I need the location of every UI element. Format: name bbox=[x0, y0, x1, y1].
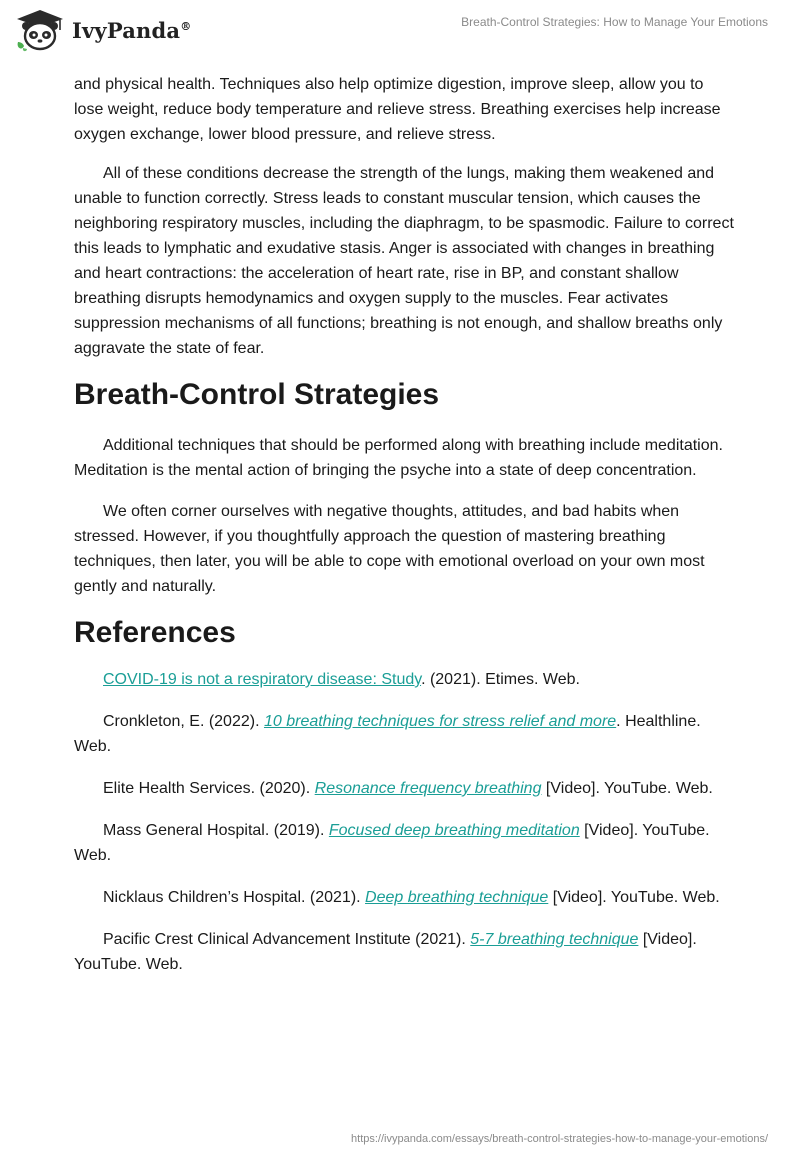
reference-text: Mass General Hospital. (2019). bbox=[103, 822, 329, 839]
references-heading: References bbox=[74, 616, 236, 649]
paragraph: All of these conditions decrease the strength of the lungs, making them weakened and unable to function correctly. Stress leads to constant muscular tension, which causes the neighboring respiratory muscles, including the diaphragm, to be spasmodic. Failure to correct this leads to lymphatic and exudative stasis. Anger is associated with changes in breathing and heart contractions: the acceleration of heart rate, rise in BP, and constant shallow breathing disrupts hemodynamics and oxygen supply to the muscles. Fear activates suppression mechanisms of all functions; breathing is not enough, and shallow breaths only aggravate the state of fear. bbox=[74, 165, 734, 357]
reference-item bbox=[74, 818, 734, 868]
reference-link[interactable]: 5-7 breathing technique bbox=[470, 931, 639, 948]
paragraph: We often corner ourselves with negative thoughts, attitudes, and bad habits when stressed. However, if you thoughtfully approach the question of mastering breathing techniques, then later, you will be able to cope with emotional overload on your own most gently and naturally. bbox=[74, 503, 705, 595]
reference-text: Cronkleton, E. (2022). bbox=[103, 713, 264, 730]
running-title: Breath-Control Strategies: How to Manage Your Emotions bbox=[461, 15, 768, 29]
panda-graduate-icon bbox=[14, 8, 66, 52]
reference-link[interactable]: Focused deep breathing meditation bbox=[328, 822, 580, 839]
page-header bbox=[0, 0, 800, 62]
reference-text: Pacific Crest Clinical Advancement Institute (2021). bbox=[103, 931, 471, 948]
reference-text: . Healthline. Web. bbox=[74, 713, 701, 755]
ivypanda-logo[interactable] bbox=[14, 8, 191, 52]
reference-item bbox=[74, 927, 734, 977]
essay-content bbox=[74, 72, 734, 994]
section-heading-breath-control: Breath-Control Strategies bbox=[74, 378, 440, 411]
reference-text: [Video]. YouTube. Web. bbox=[541, 780, 713, 797]
reference-item bbox=[74, 885, 734, 910]
logo-wordmark: IvyPanda® bbox=[72, 17, 192, 43]
reference-text: Elite Health Services. (2020). bbox=[103, 780, 315, 797]
reference-link[interactable]: Deep breathing technique bbox=[365, 889, 549, 906]
reference-text: [Video]. YouTube. Web. bbox=[74, 822, 710, 864]
reference-text: [Video]. YouTube. Web. bbox=[74, 931, 697, 973]
reference-link[interactable]: 10 breathing techniques for stress relief and more bbox=[263, 713, 617, 730]
reference-link[interactable]: Resonance frequency breathing bbox=[314, 780, 542, 797]
reference-item bbox=[74, 776, 734, 801]
reference-item bbox=[74, 709, 734, 759]
paragraph: Additional techniques that should be performed along with breathing include meditation. Meditation is the mental action of bringing the psyche into a state of deep concentration. bbox=[74, 437, 723, 479]
reference-text: [Video]. YouTube. Web. bbox=[548, 889, 720, 906]
reference-link[interactable]: COVID-19 is not a respiratory disease: Study bbox=[103, 671, 422, 688]
reference-text: . (2021). Etimes. Web. bbox=[421, 671, 580, 688]
paragraph-continued: and physical health. Techniques also help optimize digestion, improve sleep, allow you to lose weight, reduce body temperature and relieve stress. Breathing exercises help increase oxygen exchange, lower blood pressure, and relieve stress. bbox=[74, 76, 721, 143]
reference-item bbox=[74, 667, 734, 692]
reference-text: Nicklaus Children’s Hospital. (2021). bbox=[103, 889, 366, 906]
source-url[interactable]: https://ivypanda.com/essays/breath-control-strategies-how-to-manage-your-emotions/ bbox=[351, 1133, 768, 1145]
